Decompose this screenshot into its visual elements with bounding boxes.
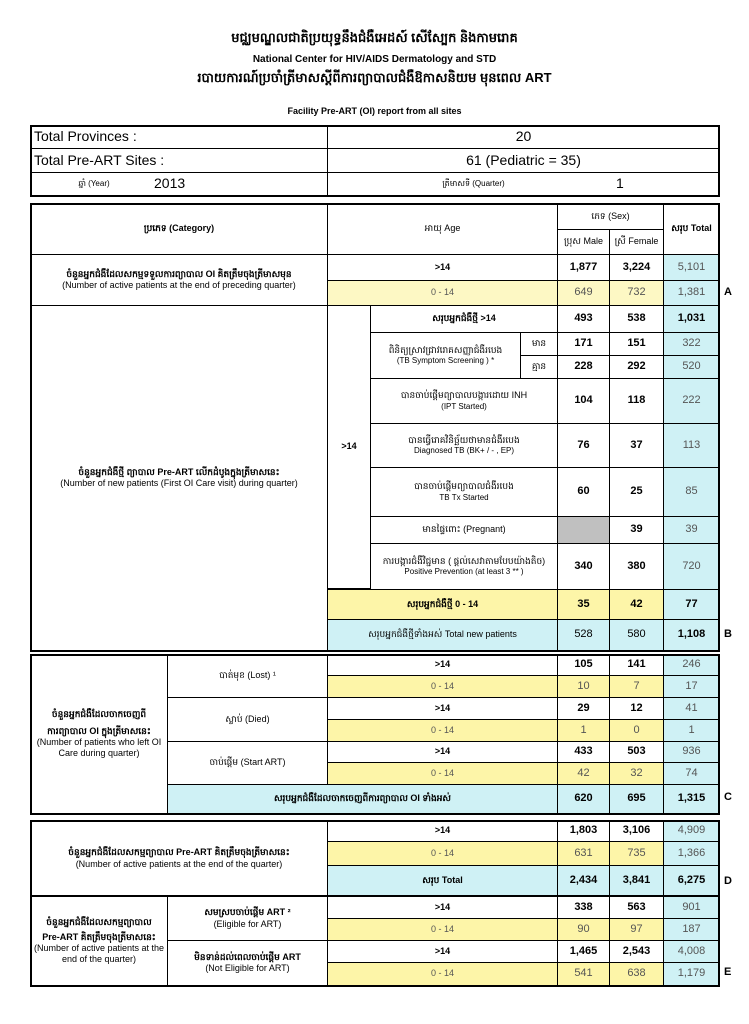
section-a-age-child: 0 - 14 xyxy=(327,280,558,306)
not-eligible-female-child: 638 xyxy=(609,962,664,986)
section-d-label-english: (Number of active patients at the end of the quarter) xyxy=(75,858,283,869)
tb-screening-yes: មាន xyxy=(520,332,558,356)
eligible-male-child: 90 xyxy=(557,918,610,941)
eligible-age-adult: >14 xyxy=(327,896,558,919)
quarter-label: ត្រីមាសទី (Quarter) xyxy=(442,179,505,188)
report-title: Facility Pre-ART (OI) report from all sites xyxy=(287,106,462,116)
total-header: សរុប Total xyxy=(663,203,720,255)
tb-tx-total: 85 xyxy=(663,467,720,517)
tb-tx-label xyxy=(370,467,558,517)
subtotal-child-female: 42 xyxy=(609,589,664,620)
start-art-total-adult: 936 xyxy=(663,741,720,763)
tb-screening-label xyxy=(370,332,521,379)
section-c-label-english: (Number of patients who left OI Care during quarter) xyxy=(36,737,162,759)
start-art-female-adult: 503 xyxy=(609,741,664,763)
section-a-female-child: 732 xyxy=(609,280,664,306)
section-d-age-child: 0 - 14 xyxy=(327,841,558,866)
subtotal-adult-female: 538 xyxy=(609,305,664,333)
lost-label: បាត់មុខ (Lost) ¹ xyxy=(167,654,328,698)
eligible-age-child: 0 - 14 xyxy=(327,918,558,941)
subtotal-child-total: 77 xyxy=(663,589,720,620)
not-eligible-age-child: 0 - 14 xyxy=(327,962,558,986)
tb-yes-male: 171 xyxy=(557,332,610,356)
ipt-label-khmer: បានចាប់ផ្តើមព្យាបាលបង្ការដោយ INH xyxy=(400,390,528,401)
provinces-value: 20 xyxy=(327,125,720,149)
lost-female-adult: 141 xyxy=(609,654,664,676)
died-total-adult: 41 xyxy=(663,697,720,720)
ipt-label xyxy=(370,378,558,424)
marker-c: C xyxy=(724,791,732,803)
section-a-label xyxy=(30,254,328,306)
section-d-e-divider xyxy=(30,895,720,897)
died-male-adult: 29 xyxy=(557,697,610,720)
start-art-age-child: 0 - 14 xyxy=(327,762,558,785)
tb-tx-label-english: TB Tx Started xyxy=(439,492,489,502)
section-c-label-khmer-2: ការព្យាបាល OI ក្នុងត្រីមាសនេះ xyxy=(47,725,151,736)
section-d-label-khmer: ចំនួនអ្នកជំងឺដែលសកម្មព្យាបាល Pre-ART គិតត្រឹមចុងត្រីមាសនេះ xyxy=(68,847,290,858)
died-female-adult: 12 xyxy=(609,697,664,720)
tb-yes-total: 322 xyxy=(663,332,720,356)
tb-no-female: 292 xyxy=(609,355,664,379)
section-d-age-adult: >14 xyxy=(327,820,558,842)
total-new-female: 580 xyxy=(609,619,664,651)
section-a-male-child: 649 xyxy=(557,280,610,306)
title-khmer: មជ្ឈមណ្ឌលជាតិប្រយុទ្ធនឹងជំងឺអេដស៍ សើស្បែក និងកាមរោគ xyxy=(231,30,518,45)
section-e-label-english: (Number of active patients at the end of the quarter) xyxy=(33,943,165,965)
tb-screening-no: គ្មាន xyxy=(520,355,558,379)
eligible-total-adult: 901 xyxy=(663,896,720,919)
tb-tx-female: 25 xyxy=(609,467,664,517)
section-d-total-male: 2,434 xyxy=(557,865,610,897)
died-male-child: 1 xyxy=(557,719,610,742)
ipt-label-english: (IPT Started) xyxy=(441,401,487,411)
died-label: ស្លាប់ (Died) xyxy=(167,697,328,742)
start-art-label: ចាប់ផ្តើម (Start ART) xyxy=(167,741,328,785)
eligible-male-adult: 338 xyxy=(557,896,610,919)
diagnosed-tb-male: 76 xyxy=(557,423,610,468)
section-d-total-female: 3,841 xyxy=(609,865,664,897)
died-age-child: 0 - 14 xyxy=(327,719,558,742)
section-d-total-adult: 4,909 xyxy=(663,820,720,842)
sites-value: 61 (Pediatric = 35) xyxy=(327,148,720,173)
male-header: ប្រុស Male xyxy=(557,229,610,255)
positive-prevention-female: 380 xyxy=(609,543,664,590)
eligible-label xyxy=(167,896,328,941)
pregnant-male-disabled xyxy=(557,516,610,544)
year-label: ឆ្នាំ (Year) xyxy=(78,179,110,188)
ipt-female: 118 xyxy=(609,378,664,424)
eligible-female-child: 97 xyxy=(609,918,664,941)
sex-header: ភេទ (Sex) xyxy=(557,203,664,230)
start-art-total-child: 74 xyxy=(663,762,720,785)
total-new-label: សរុបអ្នកជំងឺថ្មីទាំងអស់ Total new patients xyxy=(327,619,558,651)
diagnosed-tb-label-english: Diagnosed TB (BK+ / - , EP) xyxy=(413,446,515,456)
eligible-total-child: 187 xyxy=(663,918,720,941)
not-eligible-male-child: 541 xyxy=(557,962,610,986)
section-a-age-adult: >14 xyxy=(327,254,558,281)
marker-d: D xyxy=(724,875,732,887)
not-eligible-label xyxy=(167,940,328,986)
marker-a: A xyxy=(724,286,732,298)
total-new-total: 1,108 xyxy=(663,619,720,651)
diagnosed-tb-label xyxy=(370,423,558,468)
tb-no-total: 520 xyxy=(663,355,720,379)
lost-male-child: 10 xyxy=(557,675,610,698)
ipt-male: 104 xyxy=(557,378,610,424)
died-total-child: 1 xyxy=(663,719,720,742)
marker-e: E xyxy=(724,966,732,978)
year-value: 2013 xyxy=(154,175,186,192)
section-c-label-khmer-1: ចំនួនអ្នកជំងឺដែលចាកចេញពី xyxy=(51,708,147,719)
not-eligible-total-adult: 4,008 xyxy=(663,940,720,963)
start-art-age-adult: >14 xyxy=(327,741,558,763)
start-art-male-child: 42 xyxy=(557,762,610,785)
not-eligible-label-khmer: មិនទាន់ដល់ពេលចាប់ផ្តើម ART xyxy=(194,951,301,962)
ipt-total: 222 xyxy=(663,378,720,424)
total-left-total: 1,315 xyxy=(663,784,720,814)
section-e-label-khmer-1: ចំនួនអ្នកជំងឺដែលសកម្មព្យាបាល xyxy=(46,916,152,927)
positive-prevention-label xyxy=(370,543,558,590)
section-d-label xyxy=(30,820,328,897)
lost-total-child: 17 xyxy=(663,675,720,698)
positive-prevention-label-khmer: ការបង្ការជំងឺវិជ្ជមាន ( ផ្តល់សេវាតាមបែបយ៉ាងតិច) xyxy=(382,555,546,566)
section-a-total-child: 1,381 xyxy=(663,280,720,306)
lost-age-adult: >14 xyxy=(327,654,558,676)
category-header: ប្រភេទ (Category) xyxy=(30,203,328,255)
section-c-label xyxy=(30,654,168,814)
title-english: National Center for HIV/AIDS Dermatology and STD xyxy=(252,54,497,65)
pregnant-total: 39 xyxy=(663,516,720,544)
female-header: ស្រី Female xyxy=(609,229,664,255)
section-b-label-khmer: ចំនួនអ្នកជំងឺថ្មី ព្យាបាល Pre-ART លើកដំបូងក្នុងត្រីមាសនេះ xyxy=(78,466,280,477)
lost-total-adult: 246 xyxy=(663,654,720,676)
section-b-label-english: (Number of new patients (First OI Care visit) during quarter) xyxy=(60,478,298,488)
not-eligible-total-child: 1,179 xyxy=(663,962,720,986)
section-a-total-adult: 5,101 xyxy=(663,254,720,281)
section-e-label xyxy=(30,896,168,986)
section-e-label-khmer-2: Pre-ART គិតត្រឹមចុងត្រីមាសនេះ xyxy=(42,931,156,942)
provinces-label: Total Provinces : xyxy=(30,125,328,149)
died-age-adult: >14 xyxy=(327,697,558,720)
total-left-label: សរុបអ្នកជំងឺដែលចាកចេញពីការព្យាបាល OI ទាំងអស់ xyxy=(167,784,558,814)
pregnant-female: 39 xyxy=(609,516,664,544)
section-a-label-khmer: ចំនួនអ្នកជំងឺដែលសកម្មទទួលការព្យាបាល OI គិតត្រឹមចុងត្រីមាសមុន xyxy=(66,268,292,279)
start-art-male-adult: 433 xyxy=(557,741,610,763)
section-d-total-total: 6,275 xyxy=(663,865,720,897)
subtotal-child-male: 35 xyxy=(557,589,610,620)
eligible-female-adult: 563 xyxy=(609,896,664,919)
marker-b: B xyxy=(724,628,732,640)
section-a-female-adult: 3,224 xyxy=(609,254,664,281)
diagnosed-tb-female: 37 xyxy=(609,423,664,468)
positive-prevention-total: 720 xyxy=(663,543,720,590)
subtotal-adult-male: 493 xyxy=(557,305,610,333)
tb-tx-male: 60 xyxy=(557,467,610,517)
lost-female-child: 7 xyxy=(609,675,664,698)
section-a-label-english: (Number of active patients at the end of preceding quarter) xyxy=(62,280,296,290)
lost-age-child: 0 - 14 xyxy=(327,675,558,698)
section-b-label xyxy=(30,305,328,651)
subtitle-khmer: របាយការណ៍ប្រចាំត្រីមាសស្តីពីការព្យាបាលជំងឺឱកាសនិយម មុនពេល ART xyxy=(197,70,552,85)
section-d-male-adult: 1,803 xyxy=(557,820,610,842)
tb-no-male: 228 xyxy=(557,355,610,379)
sites-label: Total Pre-ART Sites : xyxy=(30,148,328,173)
died-female-child: 0 xyxy=(609,719,664,742)
section-d-female-child: 735 xyxy=(609,841,664,866)
subtotal-child-label: សរុបអ្នកជំងឺថ្មី 0 - 14 xyxy=(327,589,558,620)
section-a-male-adult: 1,877 xyxy=(557,254,610,281)
total-new-male: 528 xyxy=(557,619,610,651)
section-d-female-adult: 3,106 xyxy=(609,820,664,842)
subtotal-adult-total: 1,031 xyxy=(663,305,720,333)
section-d-male-child: 631 xyxy=(557,841,610,866)
diagnosed-tb-total: 113 xyxy=(663,423,720,468)
subtotal-adult-label: សរុបអ្នកជំងឺថ្មី >14 xyxy=(370,305,558,333)
positive-prevention-label-english: Positive Prevention (at least 3 ** ) xyxy=(404,567,524,577)
not-eligible-age-adult: >14 xyxy=(327,940,558,963)
total-left-male: 620 xyxy=(557,784,610,814)
quarter-value: 1 xyxy=(616,175,624,192)
section-b-age-group: >14 xyxy=(327,305,371,589)
quarter-cell xyxy=(327,172,720,196)
lost-male-adult: 105 xyxy=(557,654,610,676)
tb-screening-label-khmer: ពិនិត្យស្រាវជ្រាវរោគសញ្ញាជំងឺរបេង xyxy=(388,344,503,355)
year-cell xyxy=(30,172,328,196)
section-d-total-label: សរុប Total xyxy=(327,865,558,897)
positive-prevention-male: 340 xyxy=(557,543,610,590)
start-art-female-child: 32 xyxy=(609,762,664,785)
section-d-total-child: 1,366 xyxy=(663,841,720,866)
tb-tx-label-khmer: បានចាប់ផ្តើមព្យាបាលជំងឺរបេង xyxy=(414,481,514,492)
eligible-label-khmer: សមស្របចាប់ផ្តើម ART ² xyxy=(204,907,291,918)
pregnant-label: មានផ្ទៃពោះ (Pregnant) xyxy=(370,516,558,544)
eligible-label-english: (Eligible for ART) xyxy=(213,918,282,929)
diagnosed-tb-label-khmer: បានធ្វើរោគវិនិច្ឆ័យថាមានជំងឺរបេង xyxy=(408,434,520,445)
tb-yes-female: 151 xyxy=(609,332,664,356)
not-eligible-male-adult: 1,465 xyxy=(557,940,610,963)
age-header: អាយុ Age xyxy=(327,203,558,255)
not-eligible-label-english: (Not Eligible for ART) xyxy=(205,963,290,973)
total-left-female: 695 xyxy=(609,784,664,814)
tb-screening-label-english: (TB Symptom Screening ) * xyxy=(396,356,495,366)
not-eligible-female-adult: 2,543 xyxy=(609,940,664,963)
